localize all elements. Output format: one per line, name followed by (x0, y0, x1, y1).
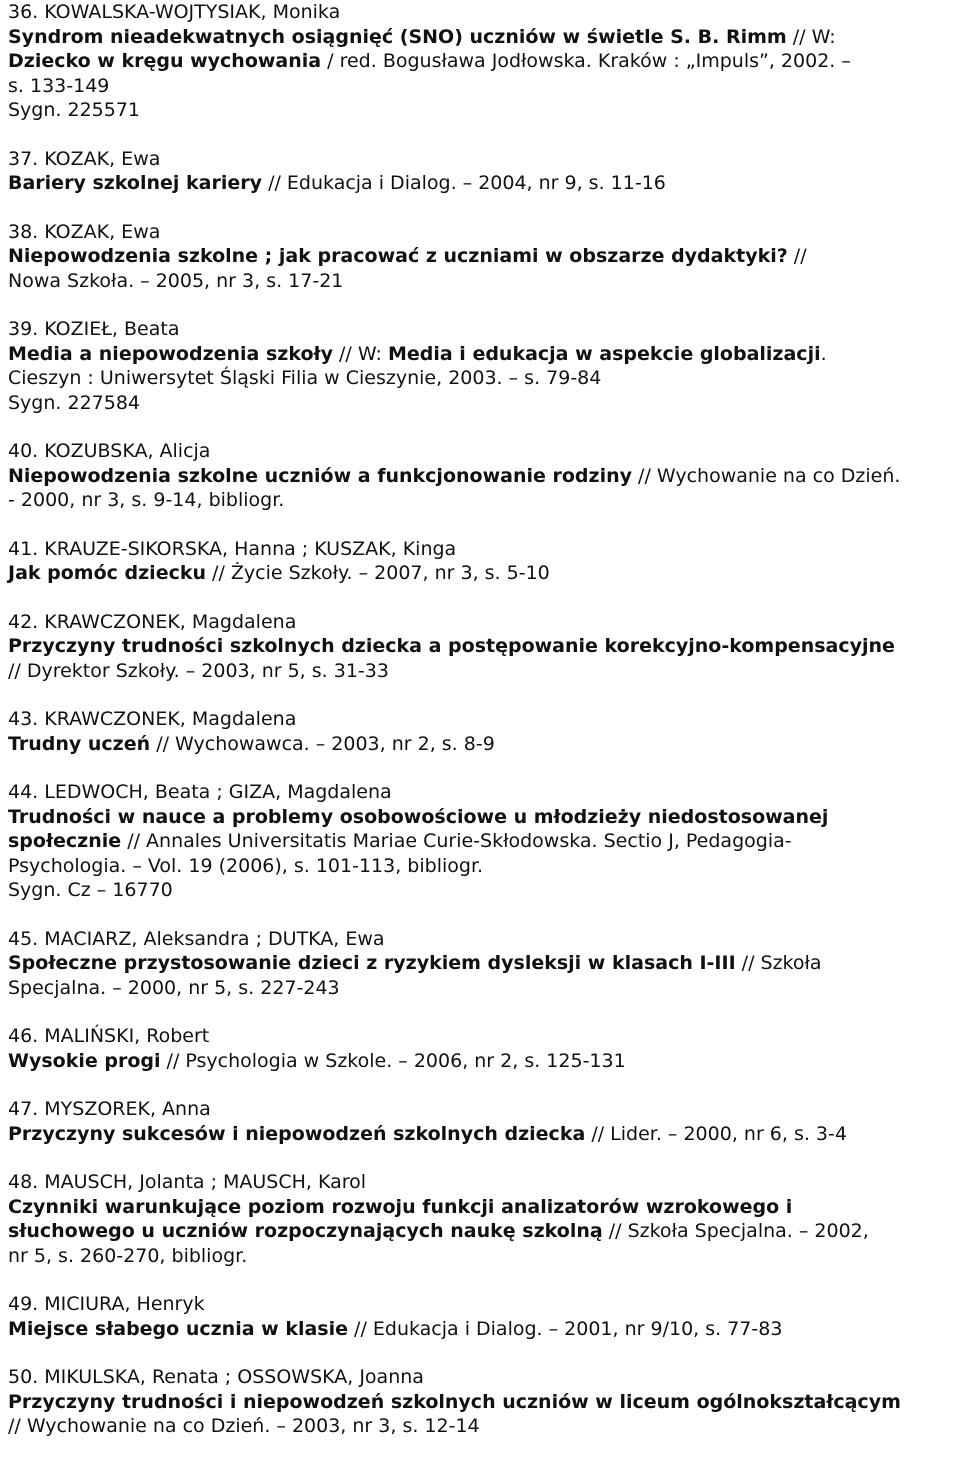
entry-text-line (8, 366, 956, 391)
entry-text-line (8, 98, 956, 123)
entry-text-line (8, 74, 956, 99)
plain-text: - 2000, nr 3, s. 9-14, bibliogr. (8, 489, 285, 511)
bibliography-entry (8, 147, 956, 196)
entry-text-line (8, 1244, 956, 1269)
entry-text-line (8, 1219, 956, 1244)
bibliography-entry (8, 1097, 956, 1146)
entry-text-line (8, 976, 956, 1001)
entry-text-line (8, 1414, 956, 1439)
entry-author-line (8, 780, 956, 805)
plain-text: 44. LEDWOCH, Beata ; GIZA, Magdalena (8, 781, 392, 803)
entry-text-line (8, 1122, 956, 1147)
plain-text: . (820, 342, 827, 365)
entry-author-line (8, 1097, 956, 1122)
entry-text-line (8, 634, 956, 659)
bibliography-entry (8, 1170, 956, 1268)
entry-author-line (8, 1292, 956, 1317)
plain-text: 46. MALIŃSKI, Robert (8, 1025, 210, 1047)
entry-text-line (8, 805, 956, 830)
title-text: Trudności w nauce a problemy osobowościowe u młodzieży niedostosowanej (8, 805, 829, 828)
title-text: Bariery szkolnej kariery (8, 172, 263, 194)
plain-text: Sygn. Cz – 16770 (8, 879, 173, 901)
entry-text-line (8, 391, 956, 416)
plain-text: Sygn. 227584 (8, 391, 141, 414)
entry-author-line (8, 537, 956, 562)
bibliography-entry (8, 610, 956, 684)
entry-text-line (8, 561, 956, 586)
entry-text-line (8, 829, 956, 854)
entry-text-line (8, 269, 956, 294)
plain-text: 49. MICIURA, Henryk (8, 1293, 205, 1315)
title-text: Niepowodzenia szkolne ; jak pracować z uczniami w obszarze dydaktyki? (8, 245, 788, 267)
plain-text: 39. KOZIEŁ, Beata (8, 318, 180, 340)
bibliography-entry (8, 439, 956, 513)
entry-author-line (8, 1365, 956, 1390)
entry-text-line (8, 171, 956, 196)
title-text: Przyczyny trudności szkolnych dziecka a postępowanie korekcyjno-kompensacyjne (8, 635, 895, 657)
title-text: Jak pomóc dziecku (8, 562, 207, 584)
plain-text: // W: (786, 25, 836, 48)
plain-text: 48. MAUSCH, Jolanta ; MAUSCH, Karol (8, 1171, 367, 1193)
entry-text-line (8, 951, 956, 976)
title-text: Czynniki warunkujące poziom rozwoju funkcji analizatorów wzrokowego i (8, 1195, 793, 1218)
title-text: Media a niepowodzenia szkoły (8, 342, 333, 365)
plain-text: // Edukacja i Dialog. – 2004, nr 9, s. 11-16 (262, 172, 666, 194)
plain-text: // Wychowanie na co Dzień. – 2003, nr 3, s. 12-14 (8, 1415, 480, 1437)
title-text: Dziecko w kręgu wychowania (8, 50, 322, 72)
entry-text-line (8, 464, 956, 489)
entry-author-line (8, 317, 956, 342)
plain-text: 37. KOZAK, Ewa (8, 147, 161, 170)
title-text: Trudny uczeń (8, 732, 151, 755)
plain-text: // W: (332, 342, 388, 365)
plain-text: // Szkoła Specjalna. – 2002, (602, 1220, 869, 1242)
title-text: Miejsce słabego ucznia w klasie (8, 1317, 348, 1340)
entry-text-line (8, 878, 956, 903)
entry-author-line (8, 0, 956, 25)
plain-text: // Wychowanie na co Dzień. (632, 464, 901, 487)
plain-text: // (787, 245, 807, 267)
bibliography-entry (8, 0, 956, 123)
entry-text-line (8, 1049, 956, 1074)
plain-text: // Psychologia w Szkole. – 2006, nr 2, s. 125-131 (160, 1049, 626, 1072)
entry-text-line (8, 1390, 956, 1415)
bibliography-entry (8, 780, 956, 903)
bibliography-entry (8, 537, 956, 586)
plain-text: // Lider. – 2000, nr 6, s. 3-4 (585, 1122, 847, 1145)
entry-text-line (8, 49, 956, 74)
plain-text: // Dyrektor Szkoły. – 2003, nr 5, s. 31-33 (8, 659, 389, 682)
plain-text: Specjalna. – 2000, nr 5, s. 227-243 (8, 976, 340, 999)
entry-author-line (8, 1170, 956, 1195)
title-text: Niepowodzenia szkolne uczniów a funkcjonowanie rodziny (8, 464, 632, 487)
plain-text: 38. KOZAK, Ewa (8, 220, 161, 243)
entry-text-line (8, 659, 956, 684)
entry-text-line (8, 342, 956, 367)
entry-text-line (8, 732, 956, 757)
title-text: Przyczyny trudności i niepowodzeń szkolnych uczniów w liceum ogólnokształcącym (8, 1390, 901, 1413)
plain-text: Nowa Szkoła. – 2005, nr 3, s. 17-21 (8, 269, 344, 292)
plain-text: 42. KRAWCZONEK, Magdalena (8, 610, 297, 633)
title-text: Społeczne przystosowanie dzieci z ryzykiem dysleksji w klasach I-III (8, 952, 736, 974)
bibliography-page (8, 0, 956, 1463)
plain-text: // Szkoła (735, 952, 822, 974)
entry-author-line (8, 1024, 956, 1049)
plain-text: / red. Bogusława Jodłowska. Kraków : „Impuls”, 2002. – (321, 50, 851, 72)
bibliography-entry (8, 1292, 956, 1341)
entry-author-line (8, 439, 956, 464)
entry-author-line (8, 220, 956, 245)
entry-text-line (8, 25, 956, 50)
plain-text: nr 5, s. 260-270, bibliogr. (8, 1244, 248, 1267)
plain-text: 41. KRAUZE-SIKORSKA, Hanna ; KUSZAK, Kinga (8, 537, 457, 560)
plain-text: 47. MYSZOREK, Anna (8, 1098, 211, 1120)
title-text: Wysokie progi (8, 1049, 161, 1072)
entry-author-line (8, 147, 956, 172)
title-text: Media i edukacja w aspekcie globalizacji (387, 342, 821, 365)
plain-text: 36. KOWALSKA-WOJTYSIAK, Monika (8, 1, 341, 23)
plain-text: Sygn. 225571 (8, 99, 141, 121)
entry-text-line (8, 244, 956, 269)
plain-text: // Wychowawca. – 2003, nr 2, s. 8-9 (150, 732, 495, 755)
title-text: Przyczyny sukcesów i niepowodzeń szkolnych dziecka (8, 1122, 586, 1145)
plain-text: // Edukacja i Dialog. – 2001, nr 9/10, s. 77-83 (348, 1317, 783, 1340)
plain-text: Psychologia. – Vol. 19 (2006), s. 101-113, bibliogr. (8, 854, 484, 877)
plain-text: s. 133-149 (8, 74, 110, 97)
plain-text: Cieszyn : Uniwersytet Śląski Filia w Cieszynie, 2003. – s. 79-84 (8, 367, 602, 389)
bibliography-entry (8, 1365, 956, 1439)
bibliography-entry (8, 707, 956, 756)
entry-author-line (8, 610, 956, 635)
bibliography-entry (8, 1024, 956, 1073)
entry-text-line (8, 1317, 956, 1342)
bibliography-entry (8, 317, 956, 415)
bibliography-entry (8, 220, 956, 294)
plain-text: 50. MIKULSKA, Renata ; OSSOWSKA, Joanna (8, 1366, 424, 1388)
plain-text: // Życie Szkoły. – 2007, nr 3, s. 5-10 (206, 562, 550, 584)
entry-author-line (8, 927, 956, 952)
entry-text-line (8, 1195, 956, 1220)
plain-text: 40. KOZUBSKA, Alicja (8, 440, 211, 462)
entry-author-line (8, 707, 956, 732)
entry-text-line (8, 488, 956, 513)
title-text: słuchowego u uczniów rozpoczynających naukę szkolną (8, 1220, 603, 1242)
bibliography-entry (8, 927, 956, 1001)
plain-text: // Annales Universitatis Mariae Curie-Skłodowska. Sectio J, Pedagogia- (121, 830, 792, 852)
plain-text: 45. MACIARZ, Aleksandra ; DUTKA, Ewa (8, 927, 385, 950)
entry-text-line (8, 854, 956, 879)
title-text: Syndrom nieadekwatnych osiągnięć (SNO) uczniów w świetle S. B. Rimm (8, 25, 787, 48)
plain-text: 43. KRAWCZONEK, Magdalena (8, 708, 297, 730)
title-text: społecznie (8, 830, 122, 852)
